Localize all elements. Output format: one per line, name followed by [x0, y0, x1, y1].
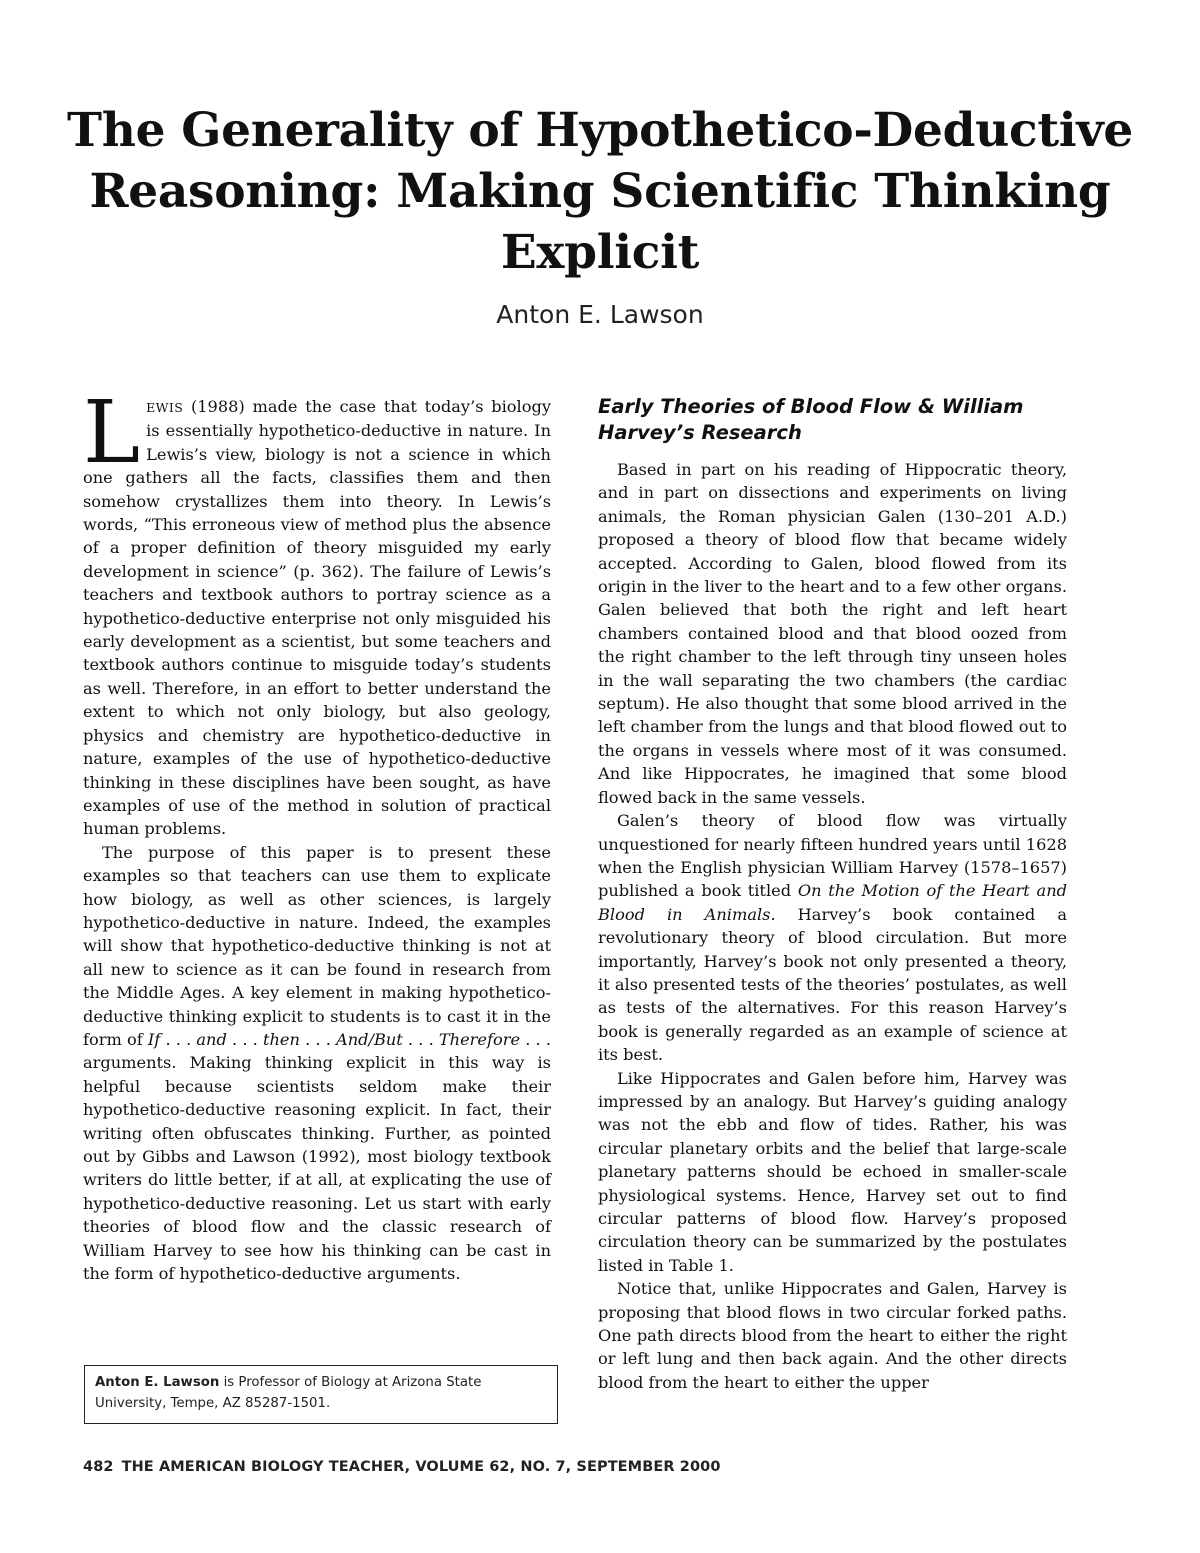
author-bio-box: [84, 1365, 558, 1424]
harvey-text-a: Galen’s theory of blood flow was virtually unquestioned for nearly fifteen hundred years until 1628 when the English physician William Harvey (1578–1657) published a book titled: [598, 811, 1067, 901]
lead-smallcaps: EWIS: [146, 400, 184, 415]
drop-cap: L: [83, 383, 141, 483]
left-column: [83, 383, 551, 1285]
bio-author-name: Anton E. Lawson: [95, 1375, 220, 1390]
section-heading: Early Theories of Blood Flow & William Harvey’s Research: [598, 395, 1024, 444]
analogy-paragraph: Like Hippocrates and Galen before him, Harvey was impressed by an analogy. But Harvey’s guiding analogy was not the ebb and flow of tides. Rather, his was circular planetary orbits and the belief that large-scale planetary patterns should be echoed in smaller-scale physiological systems. Hence, Harvey set out to find circular patterns of blood flow. Harvey’s proposed circulation theory can be summarized by the postulates listed in Table 1.: [598, 1068, 1067, 1275]
book-title-italic: On the Motion of the Heart and Blood in Animals.: [598, 881, 1067, 924]
page-number: 482: [83, 1459, 114, 1475]
galen-paragraph: Based in part on his reading of Hippocratic theory, and in part on dissections and experiments on living animals, the Roman physician Galen (130–201 A.D.) proposed a theory of blood flow that became widely accepted. According to Galen, blood flowed from its origin in the liver to the heart and to a few other organs. Galen believed that both the right and left heart chambers contained blood and that blood oozed from the right chamber to the left through tiny unseen holes in the wall separating the two chambers (the cardiac septum). He also thought that some blood arrived in the left chamber from the lungs and that blood flowed out to the organs in vessels where most of it was consumed. And like Hippocrates, he imagined that some blood flowed back in the same vessels.: [598, 460, 1067, 807]
harvey-paragraph: [598, 809, 1067, 1066]
purpose-text-b: arguments. Making thinking explicit in this way is helpful because scientists seldom make their hypothetico-deductive reasoning explicit. In fact, their writing often obfuscates thinking. Further, as pointed out by Gibbs and Lawson (1992), most biology textbook writers do little better, if at all, at explicating the use of hypothetico-deductive reasoning. Let us start with early theories of blood flow and the classic research of William Harvey to see how his thinking can be cast in the form of hypothetico-deductive arguments.: [83, 1053, 551, 1284]
article-author: Anton E. Lawson: [496, 300, 704, 329]
purpose-text-a: The purpose of this paper is to present these examples so that teachers can use them to explicate how biology, as well as other sciences, is largely hypothetico-deductive in nature. Indeed, the examples will show that hypothetico-deductive thinking is not at all new to science as it can be found in research from the Middle Ages. A key element in making hypothetico-deductive thinking explicit to students is to cast it in the form of: [83, 842, 551, 1049]
journal-citation: THE AMERICAN BIOLOGY TEACHER, VOLUME 62, NO. 7, SEPTEMBER 2000: [121, 1459, 721, 1475]
bio-text: is Professor of Biology at Arizona State University, Tempe, AZ 85287-1501.: [95, 1375, 482, 1411]
article-title: The Generality of Hypothetico-Deductive Reasoning: Making Scientific Thinking Explicit: [67, 103, 1133, 280]
intro-text: (1988) made the case that today’s biology is essentially hypothetico-deductive in nature. In Lewis’s view, biology is not a science in which one gathers all the facts, classifies them and then somehow crystallizes them into theory. In Lewis’s words, “This erroneous view of method plus the absence of a proper definition of theory misguided my early development in science” (p. 362). The failure of Lewis’s teachers and textbook authors to portray science as a hypothetico-deductive enterprise not only misguided his early development as a scientist, but some teachers and textbook authors continue to misguide today’s students as well. Therefore, in an effort to better understand the extent to which not only biology, but also geology, physics and chemistry are hypothetico-deductive in nature, examples of the use of hypothetico-deductive thinking in these disciplines have been sought, as have examples of use of the method in solution of practical human problems.: [83, 397, 551, 839]
harvey-text-b: Harvey’s book contained a revolutionary theory of blood circulation. But more importantly, Harvey’s book not only presented a theory, it also presented tests of the theories’ postulates, as well as tests of the alternatives. For this reason Harvey’s book is generally regarded as an example of science at its best.: [598, 904, 1067, 1065]
circulation-paragraph: Notice that, unlike Hippocrates and Galen, Harvey is proposing that blood flows in two circular forked paths. One path directs blood from the heart to either the right or left lung and then back again. And the other directs blood from the heart to either the upper: [598, 1279, 1067, 1392]
page-footer: [83, 1459, 721, 1475]
intro-paragraph: [83, 383, 551, 841]
right-column: [598, 458, 1067, 1394]
argument-form-italic: If . . . and . . . then . . . And/But . . . Therefore . . .: [147, 1029, 551, 1049]
purpose-paragraph: [83, 841, 551, 1286]
